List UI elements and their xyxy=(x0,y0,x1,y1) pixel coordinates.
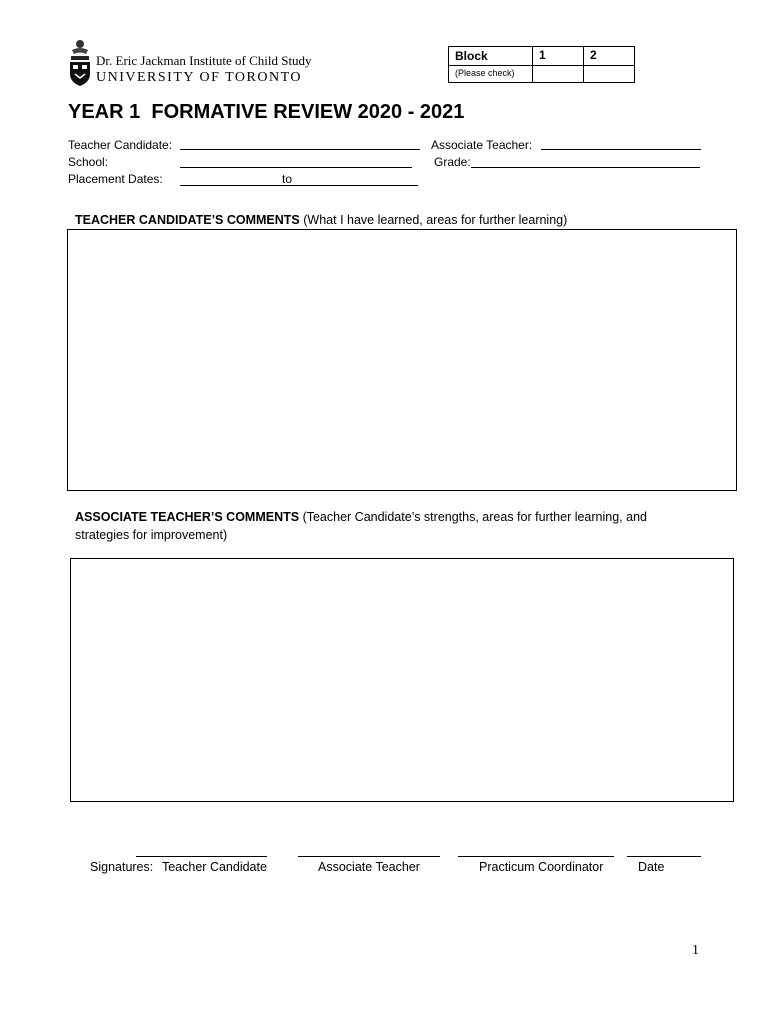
candidate-comments-heading xyxy=(75,213,567,227)
block-option-2-checkbox[interactable] xyxy=(584,66,635,83)
teacher-candidate-signature-line[interactable] xyxy=(136,856,267,857)
practicum-coordinator-signature-label: Practicum Coordinator xyxy=(479,860,604,874)
teacher-candidate-field[interactable] xyxy=(180,136,420,150)
placement-start-date-field[interactable] xyxy=(180,172,280,186)
associate-comments-note-line1: (Teacher Candidate’s strengths, areas for further learning, and xyxy=(299,510,647,524)
associate-teacher-label: Associate Teacher: xyxy=(431,138,533,152)
associate-comments-heading xyxy=(75,510,647,524)
university-crest-icon xyxy=(68,38,92,88)
practicum-coordinator-signature-line[interactable] xyxy=(458,856,614,857)
institute-name: Dr. Eric Jackman Institute of Child Study xyxy=(96,53,312,68)
placement-to-label: to xyxy=(282,172,293,186)
school-field[interactable] xyxy=(180,155,412,168)
page-number: 1 xyxy=(692,943,699,958)
candidate-comments-title: TEACHER CANDIDATE’S COMMENTS xyxy=(75,213,300,227)
placement-dates-label: Placement Dates: xyxy=(68,172,163,186)
grade-label: Grade: xyxy=(434,155,471,169)
date-signature-label: Date xyxy=(638,860,665,874)
associate-comments-title: ASSOCIATE TEACHER’S COMMENTS xyxy=(75,510,300,524)
teacher-candidate-label: Teacher Candidate: xyxy=(68,138,173,152)
university-name: UNIVERSITY OF TORONTO xyxy=(96,70,302,85)
teacher-candidate-signature-label: Teacher Candidate xyxy=(162,860,267,874)
candidate-comments-note: (What I have learned, areas for further learning) xyxy=(299,213,568,227)
block-option-1-label: 1 xyxy=(533,47,584,66)
block-sublabel: (Please check) xyxy=(449,66,533,83)
associate-teacher-signature-label: Associate Teacher xyxy=(318,860,420,874)
associate-teacher-field[interactable] xyxy=(541,136,701,150)
block-option-2-label: 2 xyxy=(584,47,635,66)
associate-comments-box[interactable] xyxy=(70,558,734,802)
candidate-comments-box[interactable] xyxy=(67,229,737,491)
block-table xyxy=(448,46,635,83)
block-option-1-checkbox[interactable] xyxy=(533,66,584,83)
signatures-label: Signatures: xyxy=(90,860,154,874)
school-label: School: xyxy=(68,155,109,169)
page-title: YEAR 1 FORMATIVE REVIEW 2020 - 2021 xyxy=(68,101,465,123)
placement-end-date-field[interactable] xyxy=(280,172,418,186)
grade-field[interactable] xyxy=(471,155,700,168)
associate-teacher-signature-line[interactable] xyxy=(298,856,440,857)
date-signature-line[interactable] xyxy=(627,856,701,857)
associate-comments-note-line2: strategies for improvement) xyxy=(75,528,228,542)
block-label: Block xyxy=(449,47,533,66)
